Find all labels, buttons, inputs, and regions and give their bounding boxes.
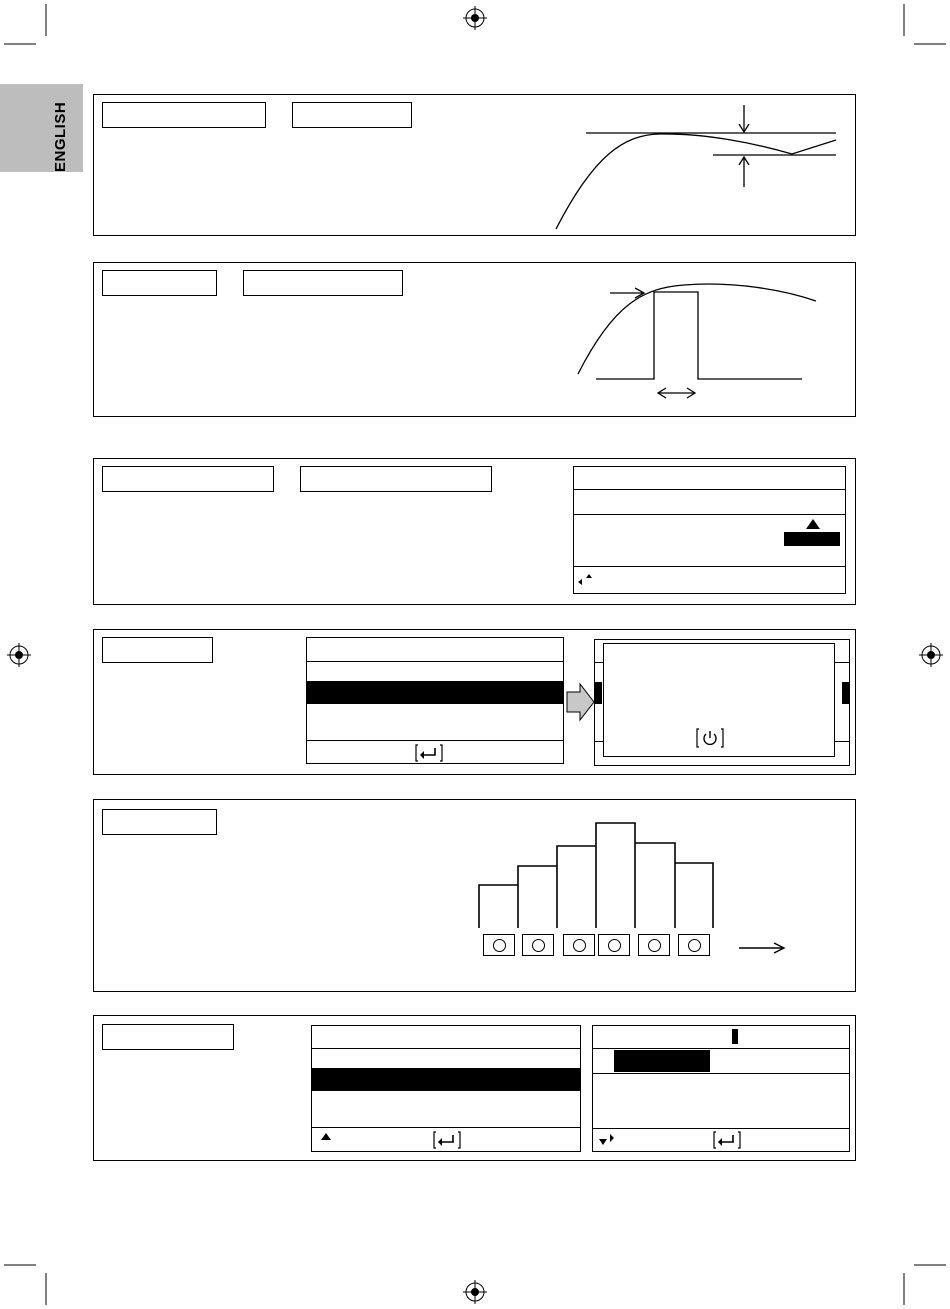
panel-4-lcd-dialog bbox=[594, 639, 850, 766]
menu-item-2[interactable] bbox=[307, 704, 563, 741]
panel-3 bbox=[93, 458, 856, 605]
lcd-subtitle-row bbox=[574, 490, 845, 515]
menu-title-row bbox=[312, 1026, 580, 1049]
menu-item-1[interactable] bbox=[312, 1049, 580, 1069]
confirm-dialog bbox=[603, 643, 835, 757]
navigation-arrows-icon[interactable] bbox=[578, 574, 594, 586]
preset-button-6[interactable] bbox=[678, 934, 710, 956]
panel-1-curve-diagram bbox=[94, 95, 857, 237]
dialog-bg-highlight-left bbox=[595, 682, 602, 704]
panel-4 bbox=[93, 629, 856, 775]
panel-4-lcd-menu bbox=[306, 637, 564, 764]
panel-6-label bbox=[102, 1024, 234, 1050]
dialog-bg-highlight-right bbox=[842, 682, 849, 704]
text-cursor bbox=[732, 1029, 738, 1044]
panel-5-level-bars bbox=[94, 800, 857, 993]
power-icon[interactable] bbox=[696, 728, 724, 748]
editor-title-row bbox=[593, 1026, 849, 1049]
registration-mark-icon bbox=[7, 643, 31, 667]
triangle-up-icon[interactable] bbox=[806, 519, 820, 529]
menu-item-selected[interactable] bbox=[312, 1069, 580, 1091]
menu-item-1[interactable] bbox=[307, 662, 563, 682]
panel-3-lcd-screen bbox=[573, 466, 846, 594]
panel-6-lcd-editor bbox=[592, 1025, 850, 1152]
preset-button-3[interactable] bbox=[563, 934, 595, 956]
editor-field-row[interactable] bbox=[593, 1049, 849, 1074]
panel-4-label bbox=[102, 637, 213, 663]
preset-button-1[interactable] bbox=[483, 934, 515, 956]
panel-3-label-b bbox=[300, 466, 492, 492]
registration-mark-icon bbox=[463, 6, 487, 30]
language-tab-label: ENGLISH bbox=[52, 101, 69, 172]
navigation-arrows-icon[interactable] bbox=[599, 1134, 617, 1146]
triangle-up-icon[interactable] bbox=[321, 1133, 331, 1140]
panel-5 bbox=[93, 799, 856, 992]
lcd-title-row bbox=[574, 467, 845, 490]
enter-key-icon[interactable] bbox=[415, 744, 443, 762]
enter-key-icon[interactable] bbox=[713, 1131, 741, 1149]
editor-body bbox=[593, 1074, 849, 1129]
editor-selected-field[interactable] bbox=[614, 1050, 710, 1072]
language-tab bbox=[0, 84, 83, 172]
lcd-footer bbox=[574, 567, 845, 593]
preset-button-4[interactable] bbox=[598, 934, 630, 956]
menu-item-selected[interactable] bbox=[307, 682, 563, 704]
panel-2-curve-diagram bbox=[94, 263, 857, 418]
preset-button-5[interactable] bbox=[638, 934, 670, 956]
menu-title-row bbox=[307, 638, 563, 662]
registration-mark-icon bbox=[919, 643, 943, 667]
panel-2 bbox=[93, 262, 856, 417]
panel-3-label-a bbox=[102, 466, 274, 492]
registration-mark-icon bbox=[463, 1280, 487, 1304]
menu-item-2[interactable] bbox=[312, 1091, 580, 1128]
preset-button-2[interactable] bbox=[522, 934, 554, 956]
lcd-selected-value[interactable] bbox=[784, 532, 840, 546]
enter-key-icon[interactable] bbox=[433, 1131, 461, 1149]
panel-1 bbox=[93, 94, 856, 236]
transition-arrow-icon bbox=[566, 684, 596, 720]
panel-6-lcd-menu bbox=[311, 1025, 581, 1152]
lcd-body bbox=[574, 515, 845, 567]
panel-6 bbox=[93, 1015, 856, 1161]
